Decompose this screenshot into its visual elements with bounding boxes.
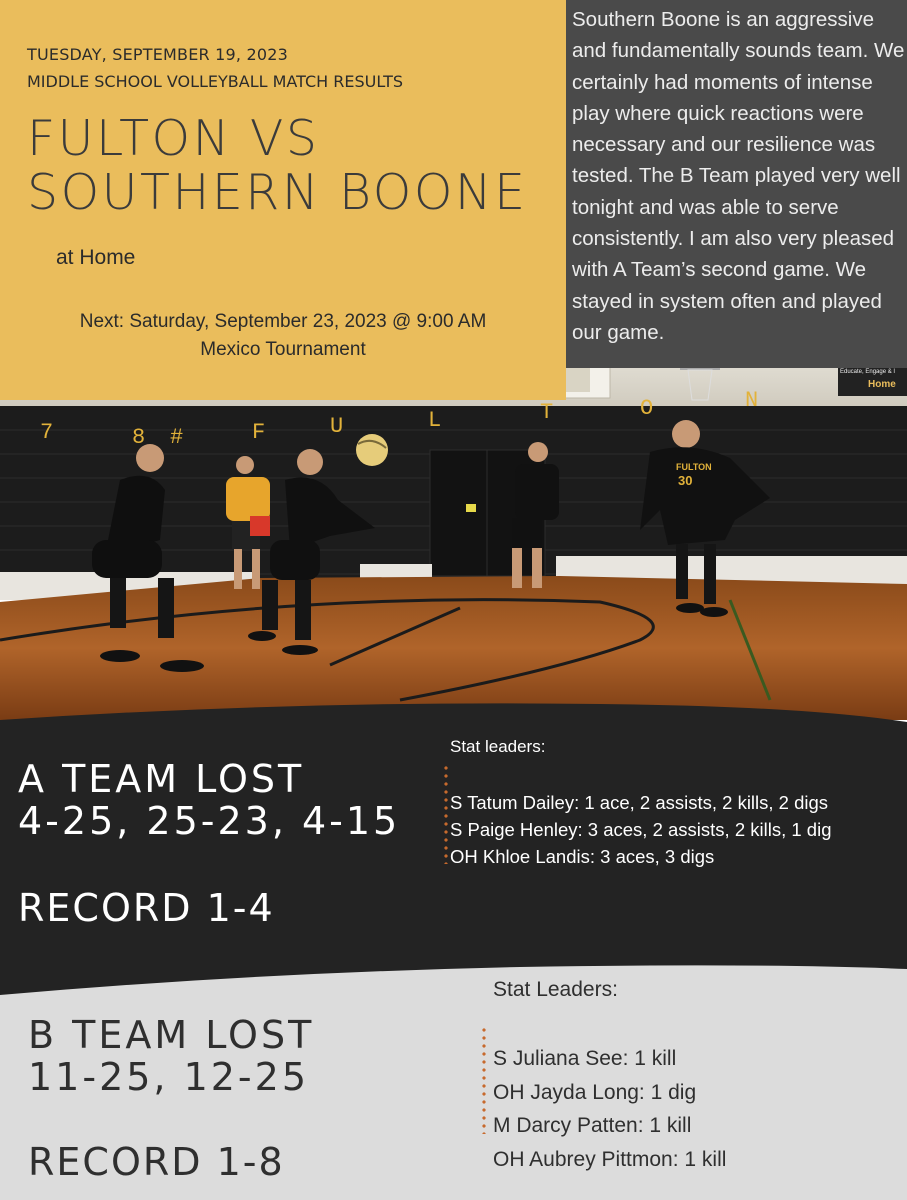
jersey-number: 30 (678, 473, 693, 488)
wall-letter-7: 7 (40, 420, 54, 445)
b-team-stats-list (493, 1042, 726, 1176)
wall-letter-t: T (540, 400, 554, 425)
wall-letter-u: U (330, 414, 344, 439)
match-location: at Home (56, 246, 136, 269)
a-team-stat-item: S Tatum Dailey: 1 ace, 2 assists, 2 kills, 2 digs (450, 792, 829, 813)
wall-letter-f: F (252, 420, 266, 445)
a-team-result-line-1: A TEAM LOST (18, 757, 305, 801)
b-team-dotted-divider (482, 1026, 486, 1134)
b-team-stat-item: S Juliana See: 1 kill (493, 1047, 677, 1070)
b-team-result (28, 1014, 314, 1098)
wall-letter-hash: # (170, 425, 184, 450)
b-team-stat-item: OH Jayda Long: 1 dig (493, 1080, 697, 1104)
match-date: TUESDAY, SEPTEMBER 19, 2023 (27, 45, 288, 64)
photo-sign-small: Educate, Engage & I (840, 369, 896, 375)
match-subtitle: MIDDLE SCHOOL VOLLEYBALL MATCH RESULTS (27, 72, 403, 91)
a-team-result (18, 758, 400, 842)
a-team-stats-list (450, 789, 832, 870)
a-team-dotted-divider (444, 764, 448, 864)
jersey-text: FULTON (676, 462, 712, 472)
a-team-stat-item: S Paige Henley: 3 aces, 2 assists, 2 kills, 1 dig (450, 819, 832, 840)
a-team-stats-title: Stat leaders: (450, 737, 546, 756)
matchup-line-2: SOUTHERN BOONE (27, 164, 528, 221)
coach-commentary: Southern Boone is an aggressive and fundamentally sounds team. We certainly had moments of intense play where quick reactions were necessary and our resilience was tested. The B Team played very well tonight and was able to serve consistently. I am also very pleased with A Team’s second game. We stayed in system often and played our game. (572, 8, 905, 344)
a-team-record: RECORD 1-4 (18, 886, 275, 930)
next-match-date: Next: Saturday, September 23, 2023 @ 9:00 AM (79, 311, 487, 332)
wall-letter-o: O (640, 396, 654, 421)
matchup-line-1: FULTON VS (27, 110, 320, 167)
next-match-event: Mexico Tournament (200, 339, 366, 360)
b-team-stat-item: OH Aubrey Pittmon: 1 kill (493, 1147, 727, 1171)
b-team-stats-title: Stat Leaders: (493, 978, 618, 1001)
wall-letter-n: N (745, 388, 759, 413)
coach-commentary-panel (566, 0, 907, 368)
a-team-scores: 4-25, 25-23, 4-15 (18, 799, 401, 843)
a-team-stat-item: OH Khloe Landis: 3 aces, 3 digs (450, 846, 715, 867)
b-team-scores: 11-25, 12-25 (28, 1055, 309, 1099)
wall-letter-8: 8 (132, 425, 146, 450)
matchup-title (27, 112, 528, 220)
b-team-stat-item: M Darcy Patten: 1 kill (493, 1114, 692, 1137)
b-team-result-line-1: B TEAM LOST (28, 1013, 315, 1057)
wall-letter-l: L (428, 408, 442, 433)
b-team-record: RECORD 1-8 (28, 1140, 285, 1184)
photo-sign-text: Home (868, 379, 896, 390)
